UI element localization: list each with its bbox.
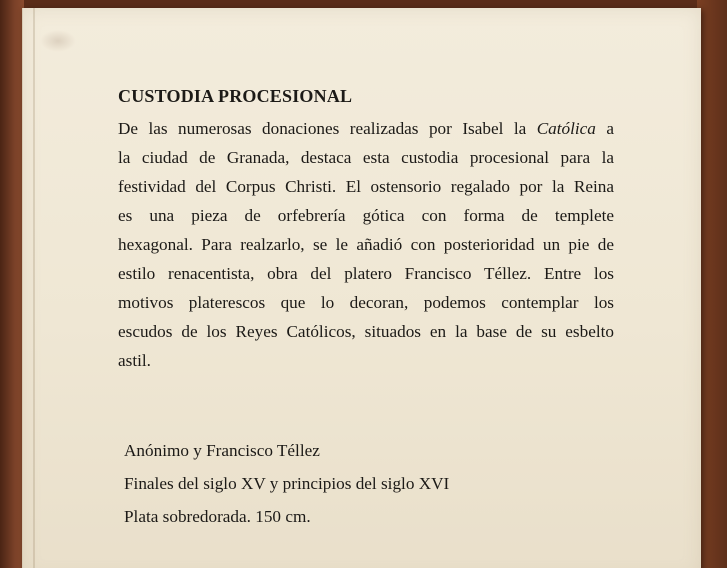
body-line: De las numerosas donaciones realizadas por Isabel la Católica a bbox=[118, 119, 614, 138]
credit-author: Anónimo y Francisco Téllez bbox=[124, 441, 320, 460]
body-line: festividad del Corpus Christi. El ostensorio regalado por la Reina bbox=[118, 177, 614, 196]
placard-edge bbox=[33, 8, 35, 568]
placard-credits bbox=[124, 434, 449, 533]
body-line: la ciudad de Granada, destaca esta custodia procesional para la bbox=[118, 148, 614, 167]
credit-material: Plata sobredorada. 150 cm. bbox=[124, 507, 311, 526]
body-line: hexagonal. Para realzarlo, se le añadió con posterioridad un pie de bbox=[118, 235, 614, 254]
placard-title: CUSTODIA PROCESIONAL bbox=[118, 86, 353, 106]
placard-smudge bbox=[40, 30, 76, 52]
body-line: motivos platerescos que lo decoran, podemos contemplar los bbox=[118, 293, 614, 312]
wall-right bbox=[697, 0, 727, 568]
body-line: escudos de los Reyes Católicos, situados en la base de su esbelto bbox=[118, 322, 614, 341]
placard-text bbox=[118, 84, 614, 375]
italic-word: Católica bbox=[536, 119, 596, 138]
body-line: es una pieza de orfebrería gótica con forma de templete bbox=[118, 206, 614, 225]
wall-left bbox=[0, 0, 24, 568]
body-line: estilo renacentista, obra del platero Francisco Téllez. Entre los bbox=[118, 264, 614, 283]
credit-date: Finales del siglo XV y principios del siglo XVI bbox=[124, 474, 450, 493]
body-line: astil. bbox=[118, 351, 151, 370]
